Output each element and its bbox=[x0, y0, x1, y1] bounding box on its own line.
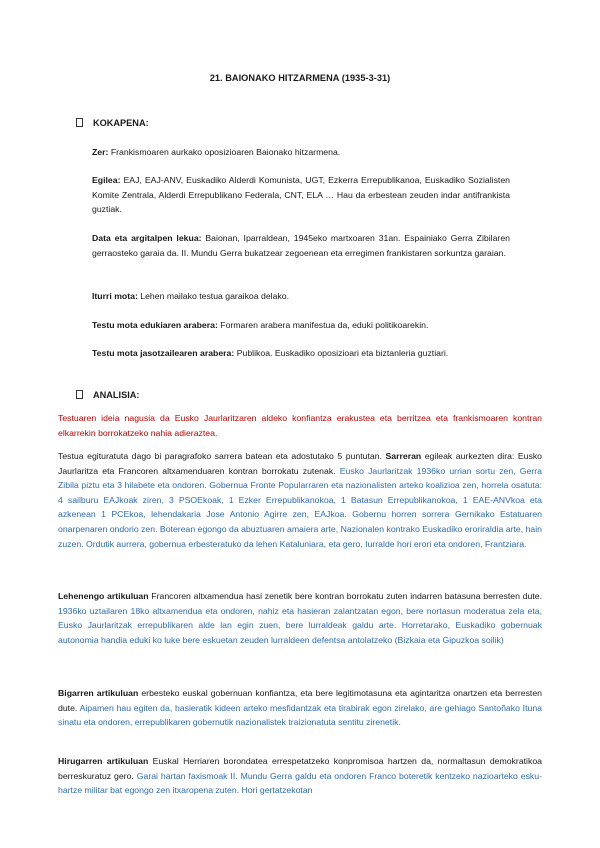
analisia-heading-label: ANALISIA: bbox=[93, 390, 140, 400]
p1-blue: Eusko Jaurlaritzak 1936ko urrian sortu zen, Gerra Zibila piztu eta 3 hilabete eta ondoren. Gobernua Fronte Popularraren eta nazionalisten arteko koalizioa zen, horrela osatuta: 4 sailburu EAJkoak ziren, 3 PSOEkoak, 1 Ezker Errepublikanokoa, 1 Batasun Errepublikanokoa, 1 EAE-ANVkoa eta azkenean 1 PCEkoa, lehendakaria Jose Antonio Agirre zen, EAJkoa. Gobernu horren sorrera Gernikako Estatuaren onarpenaren ondorio zen. Boterean egongo da abuztuaren amaiera arte, Nazionalen kontrako Euskadiko eroriraldia arte, hain zuzen. Ordutik aurrera, gobernua erbesteratuko da lehen Kataluniara, eta gero, Iurralde hori erori eta ondoren, Frantziara. bbox=[58, 465, 542, 549]
p3-text: erbesteko euskal gobernuan konfiantza, eta bere legitimotasuna eta agintaritza onartzen eta berresten dute. bbox=[58, 688, 542, 713]
p4-bold: Hirugarren artikuluan bbox=[58, 756, 149, 766]
p2-bold: Lehenengo artikuluan bbox=[58, 591, 149, 601]
kokapena-jasotzailea bbox=[92, 346, 510, 361]
iturri-text: Lehen mailako testua garaikoa delako. bbox=[137, 291, 290, 301]
p3-bold: Bigarren artikuluan bbox=[58, 688, 139, 698]
p2-text: Francoren altxamendua hasi zenetik bere kontran borrokatu zuten indarren batasuna berresten dute. bbox=[148, 591, 542, 601]
paragraph-sarrera bbox=[58, 449, 542, 551]
p1-text: Testua egituratuta dago bi paragrafoko sarrera batean eta adostutako 5 puntutan. bbox=[58, 451, 386, 461]
document-title: 21. BAIONAKO HITZARMENA (1935-3-31) bbox=[209, 73, 391, 83]
zer-label: Zer: bbox=[92, 147, 109, 157]
kokapena-zer bbox=[92, 145, 510, 160]
kokapena-heading-label: KOKAPENA: bbox=[93, 118, 149, 128]
analisia-heading bbox=[76, 390, 139, 400]
edukia-label: Testu mota edukiaren arabera: bbox=[92, 320, 218, 330]
kokapena-data bbox=[92, 231, 510, 260]
zer-text: Frankismoaren aurkako oposizioaren Baionako hitzarmena. bbox=[108, 147, 341, 157]
paragraph-artikulu-3 bbox=[58, 754, 542, 798]
checkbox-bullet-icon bbox=[76, 390, 83, 399]
p1-bold: Sarreran bbox=[385, 451, 422, 461]
jasotzailea-label: Testu mota jasotzailearen arabera: bbox=[92, 348, 235, 358]
edukia-text: Formaren arabera manifestua da, eduki politikoarekin. bbox=[217, 320, 429, 330]
p1-text-2: egileak aurkezten dira: Eusko Jaurlaritza eta Francoren altxamenduaren kontran borrokatu zutenak. bbox=[58, 451, 542, 476]
checkbox-bullet-icon bbox=[76, 118, 83, 127]
main-idea: Testuaren ideia nagusia da Eusko Jaurlaritzaren aldeko konfiantza erakustea eta berritzea eta frankismoaren kontran elkarrekin borrokatzeko nahia adieraztea. bbox=[58, 413, 542, 438]
kokapena-edukia bbox=[92, 318, 510, 333]
p3-blue: Aipamen hau egiten da, hasieratik kideen arteko mesfidantzak eta tirabirak egon zirelako, are gehiago Santoñako Ituna sinatu eta ondoren, errepublikaren gobernutik nazionalistek traizionatuta sentitu zirenetik. bbox=[58, 702, 542, 728]
p4-text: Euskal Herriaren borondatea errespetatzeko konpromisoa hartzen da, normaltasun demokratikoa berreskuratuz gero. bbox=[58, 756, 542, 781]
kokapena-iturri bbox=[92, 289, 510, 304]
data-label: Data eta argitalpen lekua: bbox=[92, 233, 202, 243]
p2-blue: 1936ko uztailaren 18ko altxamendua eta ondoren, nahiz eta hasieran zalantzatan egon, bere nortasun moderatua zela eta, Eusko Jaurlaritzak errepublikaren alde lan egin zuen, bere lurraldeak galdu arte. Horretarako, Euskadiko gobernuak autonomia handia eduki ko luke bere eskuetan zeuden lurraldeen defentsa antolatzeko (Bizkaia eta Gipuzkoa soilik) bbox=[58, 605, 542, 645]
jasotzailea-text: Publikoa. Euskadiko oposizioari eta biztanleria guztiari. bbox=[234, 348, 449, 358]
data-text: Baionan, Iparraldean, 1945eko martxoaren 31an. Espainiako Gerra Zibilaren gerraosteko garaia da. II. Mundu Gerra bukatzear zegoenean eta erregimen frankistaren sorkuntza garaian. bbox=[92, 233, 510, 258]
paragraph-artikulu-2 bbox=[58, 686, 542, 730]
egilea-label: Egilea: bbox=[92, 175, 121, 185]
kokapena-egilea bbox=[92, 173, 510, 217]
iturri-label: Iturri mota: bbox=[92, 291, 138, 301]
egilea-text: EAJ, EAJ-ANV, Euskadiko Alderdi Komunista, UGT, Ezkerra Errepublikanoa, Euskadiko Sozialisten Komite Zentrala, Alderdi Errepublikano Federala, CNT, ELA … Hau da erbestean zeuden indar antifrankista guztiak. bbox=[92, 175, 510, 215]
kokapena-heading bbox=[76, 118, 149, 128]
p4-blue: Garai hartan faxismoak II. Mundu Gerra galdu eta ondoren Franco boteretik kentzeko nazioarteko esku-hartze militar bat egongo zen itxaropena zuten. Hori gertatzekotan bbox=[58, 770, 543, 796]
paragraph-artikulu-1 bbox=[58, 589, 542, 647]
